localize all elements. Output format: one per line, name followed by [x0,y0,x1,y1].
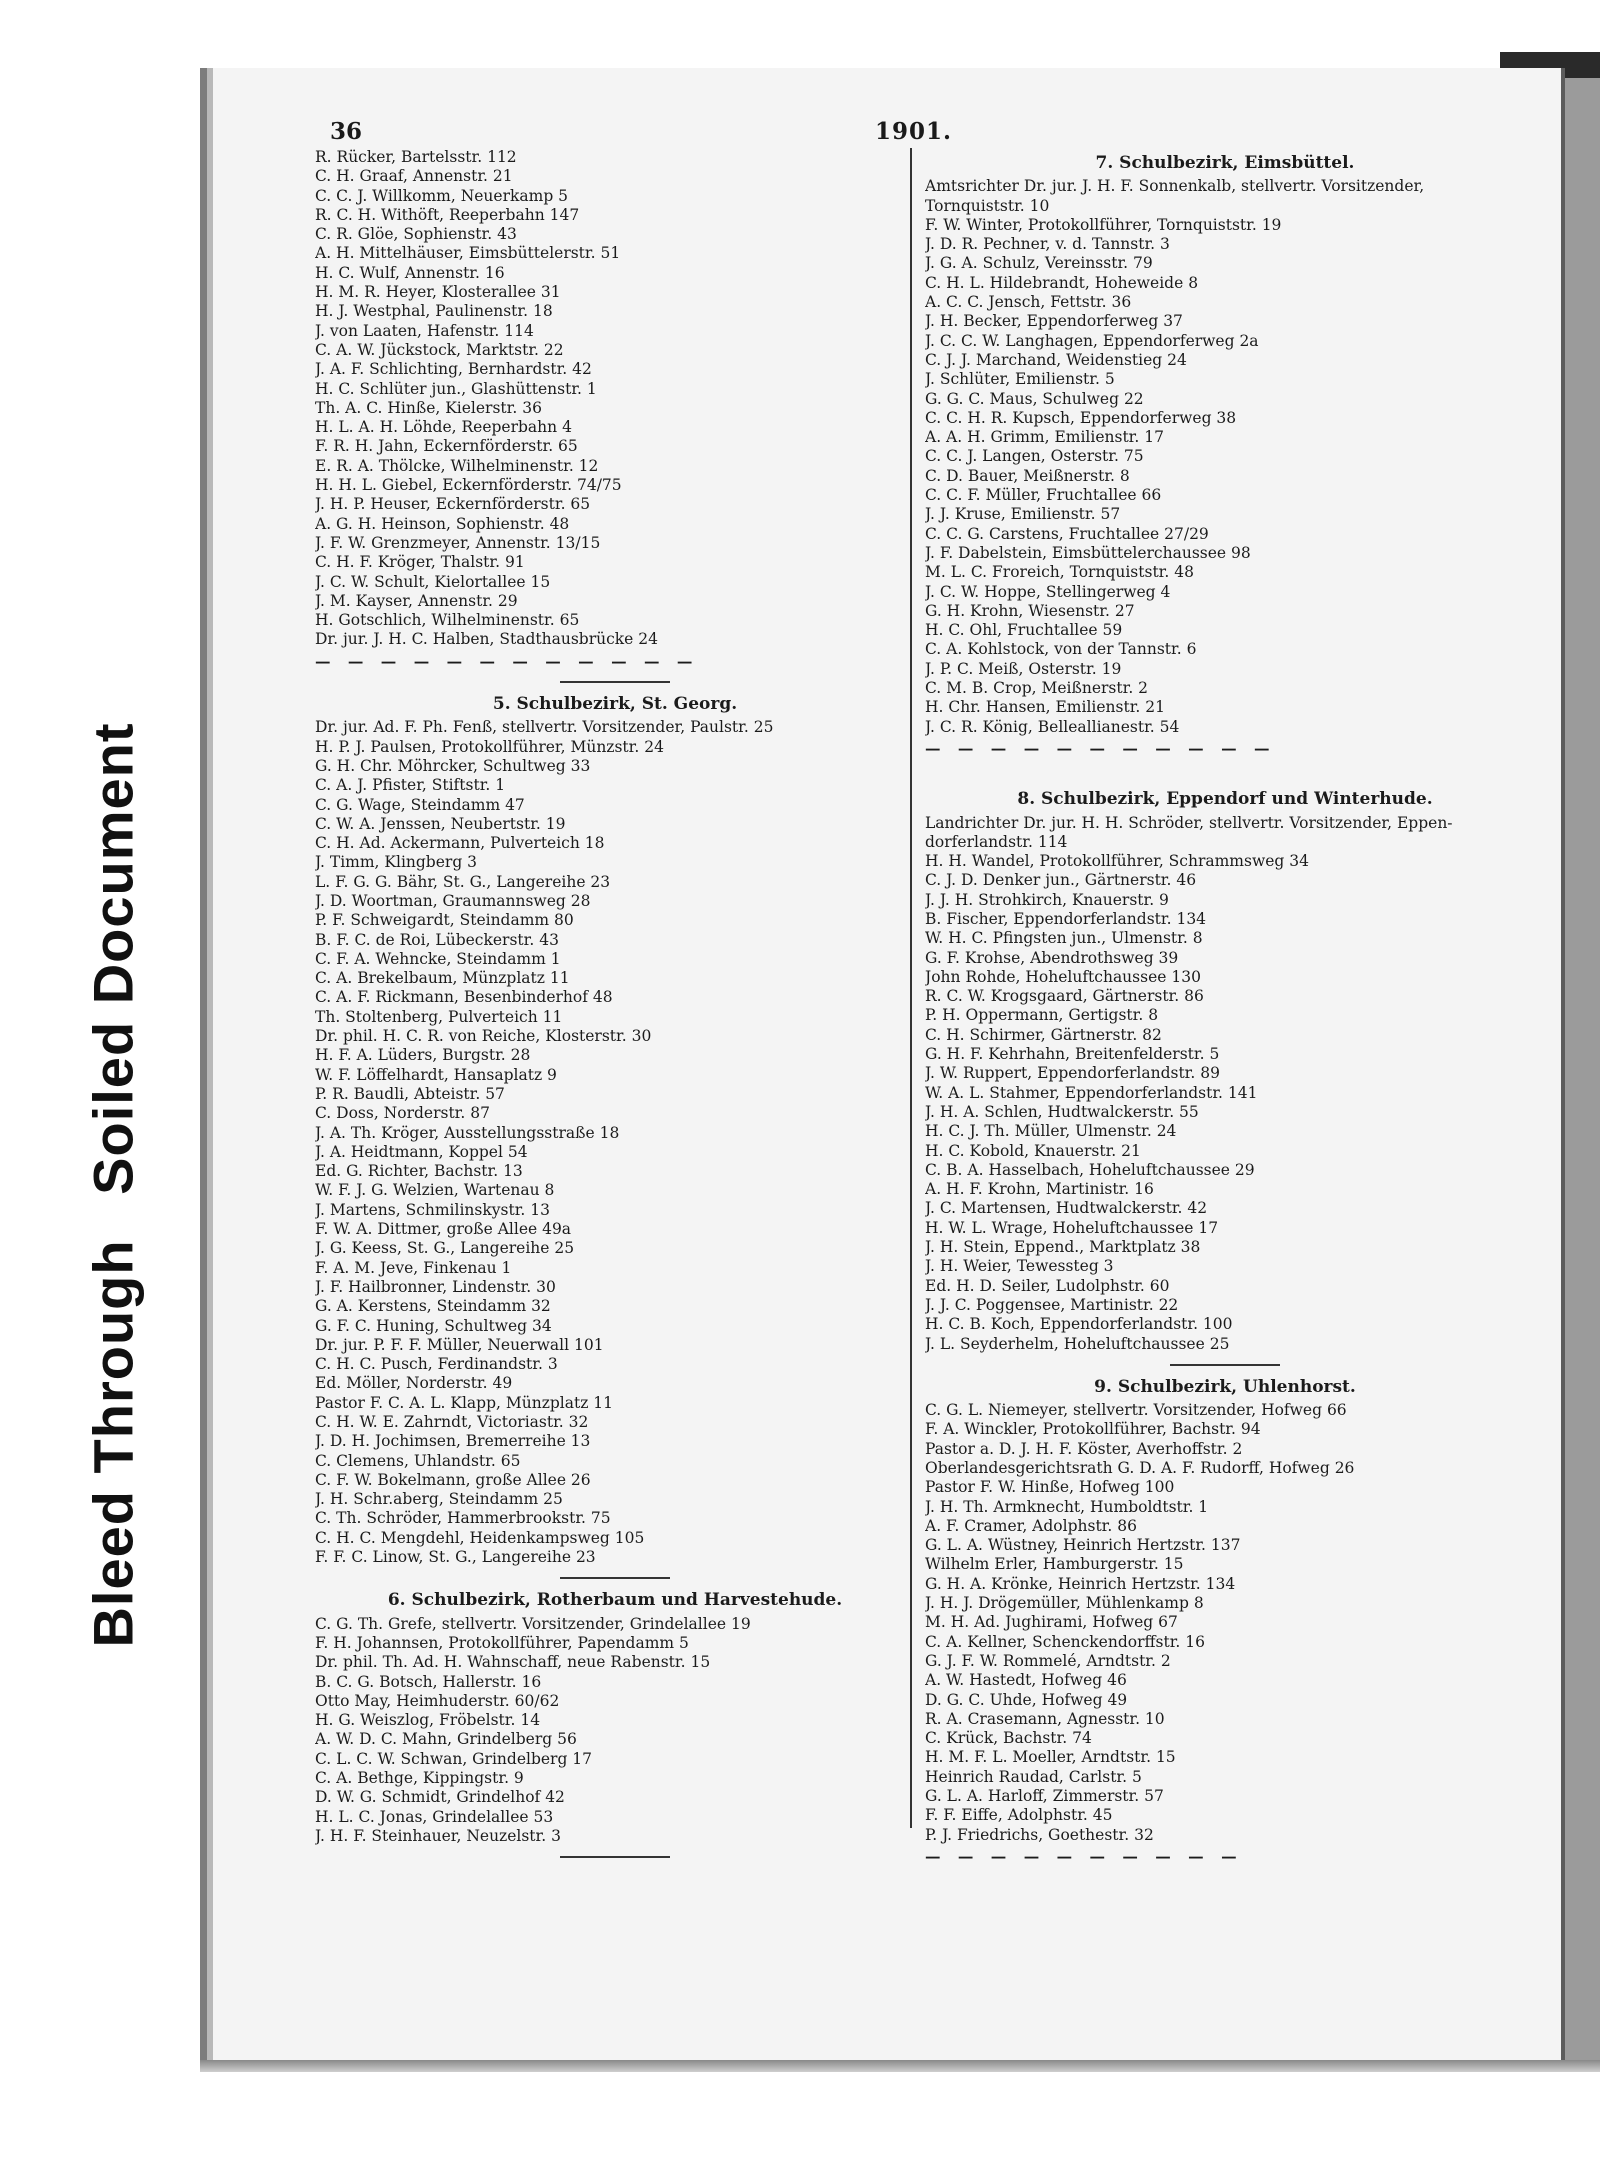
list-item: Dr. phil. Th. Ad. H. Wahnschaff, neue Rabenstr. 15 [315,1653,711,1672]
list-item: A. C. C. Jensch, Fettstr. 36 [925,293,1132,312]
section-title-5: 5. Schulbezirk, St. Georg. [492,694,738,715]
list-item: C. C. J. Willkomm, Neuerkamp 5 [315,186,569,205]
list-item: C. C. G. Carstens, Fruchtallee 27/29 [925,524,1209,543]
list-item: Tornquiststr. 10 [925,196,1050,215]
list-item: H. H. L. Giebel, Eckernförderstr. 74/75 [315,476,622,495]
list-item: Pastor F. C. A. L. Klapp, Münzplatz 11 [315,1393,614,1412]
list-item: C. H. Graaf, Annenstr. 21 [315,167,513,186]
list-item: C. D. Bauer, Meißnerstr. 8 [925,466,1130,485]
list-item: D. G. C. Uhde, Hofweg 49 [925,1690,1128,1709]
list-item: C. Th. Schröder, Hammerbrookstr. 75 [315,1509,611,1528]
list-item: H. F. A. Lüders, Burgstr. 28 [315,1046,531,1065]
list-item: J. G. Keess, St. G., Langereihe 25 [315,1239,575,1258]
list-item: C. A. J. Pfister, Stiftstr. 1 [315,776,506,795]
list-item: J. H. Weier, Tewessteg 3 [925,1257,1114,1276]
list-item: A. H. F. Krohn, Martinistr. 16 [925,1180,1154,1199]
list-item: J. C. R. König, Belleallianestr. 54 [925,717,1180,736]
list-item: C. H. L. Hildebrandt, Hoheweide 8 [925,273,1199,292]
list-item: G. H. A. Krönke, Heinrich Hertzstr. 134 [925,1574,1236,1593]
list-item: H. J. Westphal, Paulinenstr. 18 [315,302,553,321]
list-item: C. M. B. Crop, Meißnerstr. 2 [925,679,1149,698]
list-item: H. C. J. Th. Müller, Ulmenstr. 24 [925,1122,1177,1141]
section-5-list [315,718,915,1567]
list-item: H. C. Wulf, Annenstr. 16 [315,263,505,282]
list-item: J. W. Ruppert, Eppendorferlandstr. 89 [925,1064,1220,1083]
list-item: G. H. Chr. Möhrcker, Schultweg 33 [315,756,591,775]
list-item: J. A. F. Schlichting, Bernhardstr. 42 [315,360,592,379]
list-item: J. von Laaten, Hafenstr. 114 [315,321,534,340]
list-item: C. A. F. Rickmann, Besenbinderhof 48 [315,988,613,1007]
list-item: H. Chr. Hansen, Emilienstr. 21 [925,698,1165,717]
list-item: A. G. H. Heinson, Sophienstr. 48 [315,514,570,533]
list-item: C. H. Schirmer, Gärtnerstr. 82 [925,1025,1162,1044]
list-item: H. L. C. Jonas, Grindelallee 53 [315,1807,554,1826]
list-item: G. J. F. W. Rommelé, Arndtstr. 2 [925,1651,1171,1670]
section-rule [1170,1364,1280,1366]
list-item: C. Doss, Norderstr. 87 [315,1104,490,1123]
list-item: F. F. Eiffe, Adolphstr. 45 [925,1806,1113,1825]
list-item: H. P. J. Paulsen, Protokollführer, Münzstr. 24 [315,737,664,756]
page-bottom-shadow [200,2060,1600,2072]
list-item: J. J. Kruse, Emilienstr. 57 [925,505,1121,524]
list-item: J. F. Hailbronner, Lindenstr. 30 [315,1277,556,1296]
list-item: Amtsrichter Dr. jur. J. H. F. Sonnenkalb, stellvertr. Vorsitzender, [925,177,1425,196]
list-item: P. H. Oppermann, Gertigstr. 8 [925,1006,1159,1025]
list-item: A. W. Hastedt, Hofweg 46 [925,1671,1127,1690]
scan-quality-stamp [55,690,170,1680]
list-item: Oberlandesgerichtsrath G. D. A. F. Rudorff, Hofweg 26 [925,1459,1355,1477]
list-item: H. W. L. Wrage, Hoheluftchaussee 17 [925,1218,1219,1237]
list-item: J. H. P. Heuser, Eckernförderstr. 65 [315,495,591,514]
list-item: C. Krück, Bachstr. 74 [925,1729,1092,1748]
list-item: B. Fischer, Eppendorferlandstr. 134 [925,909,1207,928]
list-item: Dr. jur. P. F. F. Müller, Neuerwall 101 [315,1335,604,1354]
stamp-soiled-document: Soiled Document [81,722,144,1195]
list-item: C. A. Kellner, Schenckendorffstr. 16 [925,1632,1205,1651]
list-item: P. J. Friedrichs, Goethestr. 32 [925,1825,1154,1844]
list-item: G. H. Krohn, Wiesenstr. 27 [925,601,1135,620]
list-item: C. A. Kohlstock, von der Tannstr. 6 [925,640,1197,659]
list-item: C. R. Glöe, Sophienstr. 43 [315,225,517,244]
list-item: C. J. J. Marchand, Weidenstieg 24 [925,350,1187,369]
list-item: W. F. J. G. Welzien, Wartenau 8 [315,1181,555,1200]
list-item: H. L. A. H. Löhde, Reeperbahn 4 [315,418,572,437]
list-item: J. M. Kayser, Annenstr. 29 [315,591,518,610]
list-item: J. H. Th. Armknecht, Humboldtstr. 1 [925,1497,1209,1516]
list-item: W. F. Löffelhardt, Hansaplatz 9 [315,1065,557,1084]
section-8-list [925,814,1525,1354]
list-item: C. H. C. Pusch, Ferdinandstr. 3 [315,1355,558,1374]
page-edge [207,68,213,2063]
list-item: C. C. J. Langen, Osterstr. 75 [925,447,1144,466]
list-item: G. G. C. Maus, Schulweg 22 [925,389,1144,408]
list-item: R. Rücker, Bartelsstr. 112 [315,148,517,166]
stamp-bleed-through: Bleed Through [81,1239,144,1648]
list-item: Th. A. C. Hinße, Kielerstr. 36 [315,398,542,417]
list-item: B. F. C. de Roi, Lübeckerstr. 43 [315,930,559,949]
list-item: C. A. Brekelbaum, Münzplatz 11 [315,969,570,988]
left-column [315,148,915,1870]
list-item: H. G. Weiszlog, Fröbelstr. 14 [315,1711,541,1730]
list-item: Ed. Möller, Norderstr. 49 [315,1374,513,1393]
list-item: J. P. C. Meiß, Osterstr. 19 [925,659,1122,678]
list-item: dorferlandstr. 114 [925,832,1068,851]
right-column [925,148,1525,1870]
list-item: J. H. Schr.aberg, Steindamm 25 [315,1490,563,1509]
list-item: Dr. jur. Ad. F. Ph. Fenß, stellvertr. Vorsitzender, Paulstr. 25 [315,718,774,737]
list-item: J. H. J. Drögemüller, Mühlenkamp 8 [925,1594,1204,1613]
list-item: C. C. H. R. Kupsch, Eppendorferweg 38 [925,408,1237,427]
section-title-6: 6. Schulbezirk, Rotherbaum und Harvestehude. [387,1590,843,1611]
list-item: J. G. A. Schulz, Vereinsstr. 79 [925,254,1153,273]
list-item: J. Martens, Schmilinskystr. 13 [315,1200,550,1219]
list-item: J. C. C. W. Langhagen, Eppendorferweg 2a [925,331,1259,350]
section-title-8: 8. Schulbezirk, Eppendorf und Winterhude. [1017,789,1433,810]
list-item: F. A. Winckler, Protokollführer, Bachstr. 94 [925,1420,1261,1439]
list-item: C. A. Bethge, Kippingstr. 9 [315,1769,524,1788]
list-item: J. A. Th. Kröger, Ausstellungsstraße 18 [315,1123,620,1142]
list-item: C. W. A. Jenssen, Neubertstr. 19 [315,814,566,833]
list-item: Ed. H. D. Seiler, Ludolphstr. 60 [925,1276,1170,1295]
list-item: J. H. F. Steinhauer, Neuzelstr. 3 [315,1826,561,1845]
list-item: G. F. Krohse, Abendrothsweg 39 [925,948,1179,967]
section-rule [560,1856,670,1858]
list-item: G. L. A. Harloff, Zimmerstr. 57 [925,1787,1164,1806]
list-item: C. G. Wage, Steindamm 47 [315,795,525,814]
page-year: 1901. [875,118,953,145]
list-item: C. H. Ad. Ackermann, Pulverteich 18 [315,834,605,853]
list-item: Th. Stoltenberg, Pulverteich 11 [315,1007,563,1026]
list-item: C. H. F. Kröger, Thalstr. 91 [315,553,525,572]
list-item: H. C. Schlüter jun., Glashüttenstr. 1 [315,379,597,398]
list-item: J. D. Woortman, Graumannsweg 28 [315,891,591,910]
list-item: W. A. L. Stahmer, Eppendorferlandstr. 141 [925,1083,1258,1102]
list-item: B. C. G. Botsch, Hallerstr. 16 [315,1672,542,1691]
list-item: Pastor a. D. J. H. F. Köster, Averhoffstr. 2 [925,1439,1243,1458]
list-item: J. Schlüter, Emilienstr. 5 [925,370,1115,389]
list-item: D. W. G. Schmidt, Grindelhof 42 [315,1788,565,1807]
list-item: F. H. Johannsen, Protokollführer, Papendamm 5 [315,1633,689,1652]
list-item: P. R. Baudli, Abteistr. 57 [315,1084,505,1103]
list-item: R. A. Crasemann, Agnesstr. 10 [925,1709,1165,1728]
list-item: H. C. Kobold, Knauerstr. 21 [925,1141,1141,1160]
list-item: C. J. D. Denker jun., Gärtnerstr. 46 [925,871,1197,890]
list-item: R. C. W. Krogsgaard, Gärtnerstr. 86 [925,987,1204,1006]
section-title-7: 7. Schulbezirk, Eimsbüttel. [1095,153,1355,173]
list-item: A. H. Mittelhäuser, Eimsbüttelerstr. 51 [315,244,621,263]
list-item: A. W. D. C. Mahn, Grindelberg 56 [315,1730,577,1749]
list-item: C. H. C. Mengdehl, Heidenkampsweg 105 [315,1528,645,1547]
list-item: J. F. Dabelstein, Eimsbüttelerchaussee 98 [925,543,1251,562]
list-item: C. L. C. W. Schwan, Grindelberg 17 [315,1749,593,1768]
list-item: J. D. H. Jochimsen, Bremerreihe 13 [315,1432,591,1451]
list-item: A. A. H. Grimm, Emilienstr. 17 [925,428,1164,447]
list-item: M. L. C. Froreich, Tornquiststr. 48 [925,563,1194,582]
list-item: J. H. Stein, Eppend., Marktplatz 38 [925,1238,1201,1257]
list-item: J. C. W. Hoppe, Stellingerweg 4 [925,582,1171,601]
list-item: J. J. C. Poggensee, Martinistr. 22 [925,1295,1179,1314]
list-item: J. J. H. Strohkirch, Knauerstr. 9 [925,890,1169,909]
list-item: C. B. A. Hasselbach, Hoheluftchaussee 29 [925,1160,1255,1179]
list-item: J. Timm, Klingberg 3 [315,853,478,872]
section-title-9: 9. Schulbezirk, Uhlenhorst. [1094,1376,1356,1397]
list-item: A. F. Cramer, Adolphstr. 86 [925,1516,1137,1535]
list-item: H. Gotschlich, Wilhelminenstr. 65 [315,611,580,630]
list-item: L. F. G. G. Bähr, St. G., Langereihe 23 [315,872,611,891]
section-6-list [315,1615,915,1847]
list-item: J. H. Becker, Eppendorferweg 37 [925,312,1183,331]
list-item: H. M. R. Heyer, Klosterallee 31 [315,283,561,302]
list-item: C. G. Th. Grefe, stellvertr. Vorsitzender, Grindelallee 19 [315,1614,751,1633]
list-item: J. C. Martensen, Hudtwalckerstr. 42 [925,1199,1208,1218]
list-item: F. A. M. Jeve, Finkenau 1 [315,1258,512,1277]
list-item: C. G. L. Niemeyer, stellvertr. Vorsitzender, Hofweg 66 [925,1401,1347,1420]
list-item: J. H. A. Schlen, Hudtwalckerstr. 55 [925,1102,1199,1121]
section-rule [560,681,670,683]
dash-separator: — — — — — — — — — — — — [315,651,699,671]
list-item: H. C. B. Koch, Eppendorferlandstr. 100 [925,1315,1233,1334]
list-item: F. F. C. Linow, St. G., Langereihe 23 [315,1548,596,1567]
list-item: F. W. A. Dittmer, große Allee 49a [315,1220,572,1239]
list-item: P. F. Schweigardt, Steindamm 80 [315,911,574,930]
list-item: F. R. H. Jahn, Eckernförderstr. 65 [315,437,578,456]
list-item: Dr. phil. H. C. R. von Reiche, Klosterstr. 30 [315,1027,652,1046]
dash-separator: — — — — — — — — — — [925,1846,1243,1866]
list-item: Dr. jur. J. H. C. Halben, Stadthausbrücke 24 [315,630,658,649]
list-item: M. H. Ad. Jughirami, Hofweg 67 [925,1613,1178,1632]
list-item: H. H. Wandel, Protokollführer, Schrammsweg 34 [925,852,1309,871]
list-item: J. F. W. Grenzmeyer, Annenstr. 13/15 [315,533,601,552]
list-item: Otto May, Heimhuderstr. 60/62 [315,1691,560,1710]
list-item: G. F. C. Huning, Schultweg 34 [315,1316,552,1335]
list-item: C. Clemens, Uhlandstr. 65 [315,1451,521,1470]
list-item: G. H. F. Kehrhahn, Breitenfelderstr. 5 [925,1045,1220,1064]
dash-separator: — — — — — — — — — — — [925,738,1276,758]
list-item: C. H. W. E. Zahrndt, Victoriastr. 32 [315,1413,589,1431]
list-item: F. W. Winter, Protokollführer, Tornquiststr. 19 [925,215,1282,234]
list-item: G. L. A. Wüstney, Heinrich Hertzstr. 137 [925,1536,1241,1555]
list-item: J. A. Heidtmann, Koppel 54 [315,1142,528,1161]
list-item: H. C. Ohl, Fruchtallee 59 [925,621,1123,640]
list-item: E. R. A. Thölcke, Wilhelminenstr. 12 [315,456,599,475]
list-item: Ed. G. Richter, Bachstr. 13 [315,1162,523,1181]
section-9-list [925,1401,1525,1845]
list-item: J. C. W. Schult, Kielortallee 15 [315,572,551,591]
list-item: J. D. R. Pechner, v. d. Tannstr. 3 [925,235,1170,254]
list-item: C. C. F. Müller, Fruchtallee 66 [925,486,1162,505]
page-number: 36 [330,118,363,145]
left-top-list [315,148,915,650]
section-7-list [925,177,1525,737]
list-item: H. M. F. L. Moeller, Arndtstr. 15 [925,1748,1176,1767]
list-item: R. C. H. Withöft, Reeperbahn 147 [315,205,580,224]
list-item: Wilhelm Erler, Hamburgerstr. 15 [925,1555,1184,1574]
list-item: W. H. C. Pfingsten jun., Ulmenstr. 8 [925,929,1203,948]
list-item: C. F. W. Bokelmann, große Allee 26 [315,1470,591,1489]
list-item: J. L. Seyderhelm, Hoheluftchaussee 25 [925,1334,1230,1353]
list-item: C. F. A. Wehncke, Steindamm 1 [315,949,561,968]
list-item: Heinrich Raudad, Carlstr. 5 [925,1767,1142,1786]
list-item: G. A. Kerstens, Steindamm 32 [315,1297,551,1316]
list-item: John Rohde, Hoheluftchaussee 130 [925,967,1201,986]
section-rule [560,1577,670,1579]
list-item: Pastor F. W. Hinße, Hofweg 100 [925,1478,1175,1497]
list-item: C. A. W. Jückstock, Marktstr. 22 [315,340,564,359]
list-item: Landrichter Dr. jur. H. H. Schröder, stellvertr. Vorsitzender, Eppen- [925,813,1453,832]
